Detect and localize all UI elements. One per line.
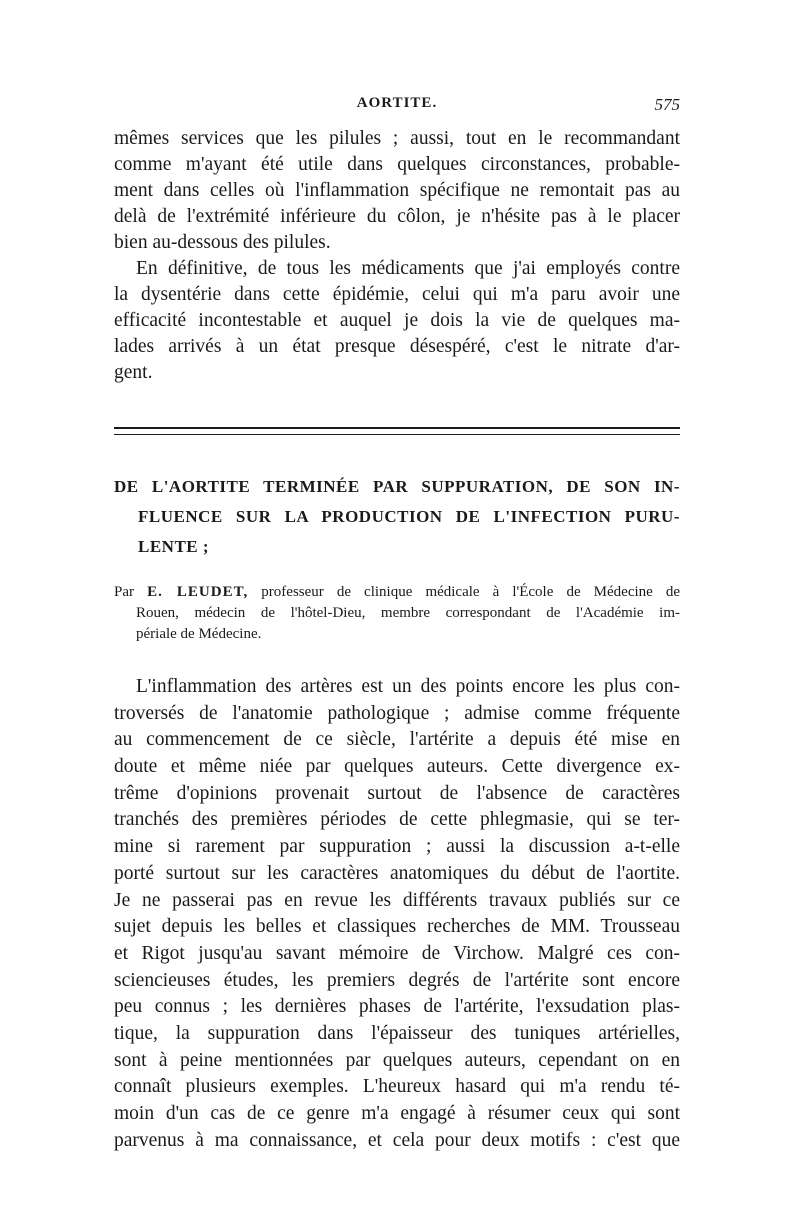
text-line: bien au-dessous des pilules. xyxy=(114,232,331,253)
section-divider xyxy=(114,427,680,435)
text-line: lades arrivés à un état presque désespéré, c'est le nitrate d'ar- xyxy=(114,336,680,357)
article-body xyxy=(114,674,680,1154)
text-line: ment dans celles où l'inflammation spécifique ne remontait pas au xyxy=(114,180,680,201)
text-line: connaît plusieurs exemples. L'heureux hasard qui m'a rendu té- xyxy=(114,1076,680,1098)
text-line: la dysentérie dans cette épidémie, celui qui m'a paru avoir une xyxy=(114,284,680,305)
running-header xyxy=(114,95,680,117)
text-line: comme m'ayant été utile dans quelques circonstances, probable- xyxy=(114,154,680,175)
byline-line xyxy=(114,582,680,603)
heading-line: FLUENCE SUR LA PRODUCTION DE L'INFECTION PURU- xyxy=(138,507,680,526)
text-line: tranchés des premières périodes de cette phlegmasie, qui se ter- xyxy=(114,809,680,831)
text-line: mêmes services que les pilules ; aussi, tout en le recommandant xyxy=(114,128,680,149)
byline-line: Rouen, médecin de l'hôtel-Dieu, membre correspondant de l'Académie im- xyxy=(136,605,680,621)
byline-line: périale de Médecine. xyxy=(136,626,262,642)
article-heading xyxy=(114,472,680,562)
text-line: peu connus ; les dernières phases de l'artérite, l'exsudation plas- xyxy=(114,996,680,1018)
text-line: tique, la suppuration dans l'épaisseur des tuniques artérielles, xyxy=(114,1022,680,1044)
text-line: sont à peine mentionnées par quelques auteurs, cependant on en xyxy=(114,1049,680,1071)
text-line: parvenus à ma connaissance, et cela pour deux motifs : c'est que xyxy=(114,1129,680,1151)
text-line: En définitive, de tous les médicaments que j'ai employés contre xyxy=(136,258,680,279)
text-line: moin d'un cas de ce genre m'a engagé à résumer ceux qui sont xyxy=(114,1103,680,1124)
text-line: sujet depuis les belles et classiques recherches de MM. Trousseau xyxy=(114,916,680,938)
page-number: 575 xyxy=(654,95,680,114)
text-line: efficacité incontestable et auquel je dois la vie de quelques ma- xyxy=(114,310,680,331)
paragraph-1 xyxy=(114,126,680,256)
text-line: porté surtout sur les caractères anatomiques du début de l'aortite. xyxy=(114,862,680,884)
text-line: sciencieuses études, les premiers degrés de l'artérite sont encore xyxy=(114,969,680,991)
text-line: trême d'opinions provenait surtout de l'absence de caractères xyxy=(114,782,680,804)
text-line: Je ne passerai pas en revue les différents travaux publiés sur ce xyxy=(114,889,680,911)
heading-line: DE L'AORTITE TERMINÉE PAR SUPPURATION, DE SON IN- xyxy=(114,477,680,496)
author-name: E. LEUDET, xyxy=(147,584,249,600)
text-line: mine si rarement par suppuration ; aussi la discussion a-t-elle xyxy=(114,836,680,858)
heading-line: LENTE ; xyxy=(138,537,210,556)
text-line: delà de l'extrémité inférieure du côlon, je n'hésite pas à le placer xyxy=(114,206,680,227)
paragraph-2 xyxy=(114,256,680,386)
author-byline xyxy=(114,582,680,645)
text-line: L'inflammation des artères est un des points encore les plus con- xyxy=(136,676,680,697)
running-title: AORTITE. xyxy=(356,95,438,111)
text-line: au commencement de ce siècle, l'artérite a depuis été mise en xyxy=(114,729,680,751)
text-line: gent. xyxy=(114,362,153,383)
text-line: et Rigot jusqu'au savant mémoire de Virchow. Malgré ces con- xyxy=(114,942,680,964)
text-line: troversés de l'anatomie pathologique ; admise comme fréquente xyxy=(114,702,680,724)
byline-par: Par xyxy=(114,584,134,600)
text-line: doute et même niée par quelques auteurs. Cette divergence ex- xyxy=(114,756,680,778)
author-title: professeur de clinique médicale à l'École de Médecine de xyxy=(261,584,681,600)
